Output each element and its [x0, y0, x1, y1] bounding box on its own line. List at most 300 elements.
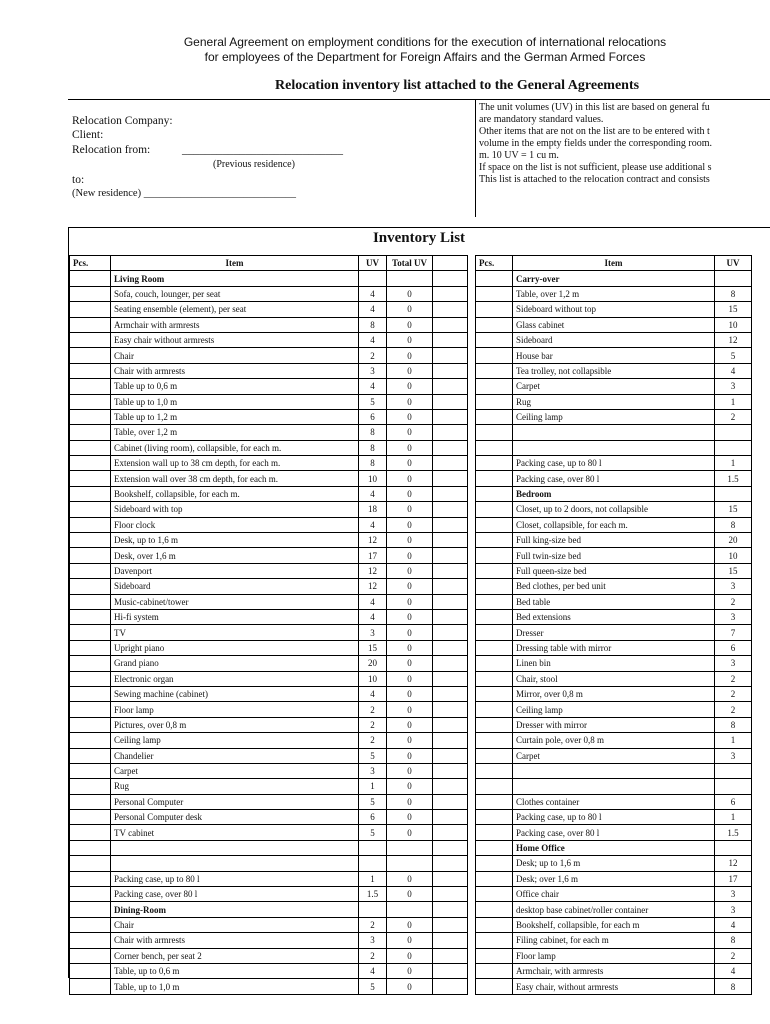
uv-cell: 3	[359, 625, 387, 640]
table-row	[70, 286, 468, 301]
note-line: Other items that are not on the list are to be entered with t	[479, 126, 710, 137]
header-column-divider	[475, 99, 476, 217]
gap-cell	[433, 625, 468, 640]
gap-cell	[433, 394, 468, 409]
pcs-input[interactable]	[476, 302, 513, 317]
uv-cell: 2	[715, 686, 752, 701]
gap-cell	[433, 379, 468, 394]
inventory-table-right	[475, 255, 752, 995]
item-cell: Extension wall up to 38 cm depth, for each m.	[111, 456, 359, 471]
table-row	[476, 363, 752, 378]
pcs-input[interactable]	[70, 887, 111, 902]
table-row	[476, 394, 752, 409]
item-cell: Bookshelf, collapsible, for each m	[513, 917, 715, 932]
pcs-input[interactable]	[476, 856, 513, 871]
item-cell: Personal Computer	[111, 794, 359, 809]
total-uv-cell: 0	[387, 748, 433, 763]
uv-cell: 10	[359, 671, 387, 686]
total-uv-cell: 0	[387, 394, 433, 409]
table-row	[476, 810, 752, 825]
pcs-input[interactable]	[476, 348, 513, 363]
uv-cell: 4	[715, 363, 752, 378]
table-row	[476, 409, 752, 424]
total-uv-cell: 0	[387, 933, 433, 948]
pcs-input[interactable]	[70, 440, 111, 455]
pcs-input[interactable]	[476, 594, 513, 609]
pcs-input[interactable]	[476, 363, 513, 378]
table-row	[476, 825, 752, 840]
table-row	[476, 317, 752, 332]
pcs-input[interactable]	[70, 502, 111, 517]
table-row	[70, 840, 468, 855]
table-row	[476, 594, 752, 609]
total-uv-cell: 0	[387, 733, 433, 748]
item-cell: Filing cabinet, for each m	[513, 933, 715, 948]
item-cell: Music-cabinet/tower	[111, 594, 359, 609]
pcs-input[interactable]	[476, 394, 513, 409]
total-uv-cell: 0	[387, 286, 433, 301]
pcs-input[interactable]	[70, 394, 111, 409]
pcs-input[interactable]	[70, 625, 111, 640]
pcs-input[interactable]	[476, 825, 513, 840]
pcs-input[interactable]	[70, 286, 111, 301]
pcs-input[interactable]	[476, 517, 513, 532]
new-residence-field: (New residence) _____________________________	[72, 188, 296, 199]
total-uv-cell: 0	[387, 609, 433, 624]
pcs-input[interactable]	[70, 733, 111, 748]
pcs-input[interactable]	[70, 579, 111, 594]
table-row	[476, 840, 752, 855]
item-cell: Dressing table with mirror	[513, 640, 715, 655]
pcs-input[interactable]	[70, 871, 111, 886]
uv-cell: 20	[715, 533, 752, 548]
pcs-input[interactable]	[70, 671, 111, 686]
item-cell: Bookshelf, collapsible, for each m.	[111, 486, 359, 501]
table-row	[476, 794, 752, 809]
uv-cell: 4	[359, 963, 387, 978]
pcs-input[interactable]	[476, 887, 513, 902]
uv-cell: 3	[359, 763, 387, 778]
uv-cell: 5	[359, 394, 387, 409]
pcs-input[interactable]	[70, 763, 111, 778]
total-uv-cell: 0	[387, 440, 433, 455]
pcs-input[interactable]	[70, 533, 111, 548]
pcs-input[interactable]	[476, 686, 513, 701]
pcs-input[interactable]	[476, 810, 513, 825]
table-row	[476, 933, 752, 948]
table-row	[476, 563, 752, 578]
uv-cell: 2	[715, 702, 752, 717]
item-cell: Clothes container	[513, 794, 715, 809]
gap-cell	[433, 779, 468, 794]
pcs-input[interactable]	[476, 748, 513, 763]
item-cell: Dining-Room	[111, 902, 359, 917]
table-row	[476, 332, 752, 347]
gap-cell	[433, 794, 468, 809]
table-row	[476, 979, 752, 994]
total-uv-cell: 0	[387, 517, 433, 532]
uv-cell: 5	[359, 748, 387, 763]
pcs-input[interactable]	[476, 456, 513, 471]
pcs-input[interactable]	[70, 609, 111, 624]
total-uv-cell: 0	[387, 887, 433, 902]
table-row	[476, 748, 752, 763]
table-row	[70, 825, 468, 840]
pcs-input[interactable]	[476, 733, 513, 748]
pcs-input[interactable]	[476, 794, 513, 809]
item-cell	[513, 440, 715, 455]
item-cell: Tea trolley, not collapsible	[513, 363, 715, 378]
total-uv-cell: 0	[387, 917, 433, 932]
pcs-input[interactable]	[70, 363, 111, 378]
uv-cell: 5	[359, 794, 387, 809]
uv-cell: 8	[359, 425, 387, 440]
pcs-input[interactable]	[476, 963, 513, 978]
item-cell: Chair with armrests	[111, 933, 359, 948]
table-row	[476, 763, 752, 778]
pcs-input[interactable]	[476, 379, 513, 394]
uv-cell: 8	[359, 317, 387, 332]
pcs-input[interactable]	[476, 656, 513, 671]
table-row	[476, 871, 752, 886]
pcs-input[interactable]	[476, 579, 513, 594]
uv-cell: 3	[715, 748, 752, 763]
item-cell	[513, 779, 715, 794]
uv-cell: 12	[359, 533, 387, 548]
total-uv-cell: 0	[387, 425, 433, 440]
pcs-input[interactable]	[476, 440, 513, 455]
total-uv-cell	[387, 271, 433, 286]
uv-cell: 15	[715, 302, 752, 317]
total-uv-cell: 0	[387, 625, 433, 640]
uv-cell	[715, 440, 752, 455]
item-cell: Carry-over	[513, 271, 715, 286]
gap-cell	[433, 563, 468, 578]
gap-cell	[433, 486, 468, 501]
pcs-input[interactable]	[476, 548, 513, 563]
pcs-input[interactable]	[476, 671, 513, 686]
total-uv-cell: 0	[387, 486, 433, 501]
table-row	[70, 471, 468, 486]
item-cell: Grand piano	[111, 656, 359, 671]
uv-cell: 2	[715, 594, 752, 609]
total-uv-cell: 0	[387, 317, 433, 332]
uv-cell: 4	[359, 609, 387, 624]
table-row	[70, 794, 468, 809]
pcs-input[interactable]	[70, 594, 111, 609]
item-cell: Packing case, up to 80 l	[513, 810, 715, 825]
item-cell: Rug	[513, 394, 715, 409]
gap-cell	[433, 348, 468, 363]
table-row	[70, 686, 468, 701]
table-row	[70, 948, 468, 963]
uv-cell: 3	[715, 902, 752, 917]
item-cell: Office chair	[513, 887, 715, 902]
relocation-from-field: ____________________________	[182, 144, 343, 156]
header-gap	[433, 256, 468, 271]
gap-cell	[433, 317, 468, 332]
pcs-input[interactable]	[70, 825, 111, 840]
pcs-input[interactable]	[476, 533, 513, 548]
table-row	[70, 486, 468, 501]
pcs-input[interactable]	[70, 517, 111, 532]
pcs-input[interactable]	[70, 640, 111, 655]
gap-cell	[433, 963, 468, 978]
table-row	[476, 302, 752, 317]
pcs-input[interactable]	[476, 609, 513, 624]
pcs-input[interactable]	[70, 917, 111, 932]
pcs-input[interactable]	[70, 810, 111, 825]
pcs-input[interactable]	[70, 332, 111, 347]
item-cell: Sofa, couch, lounger, per seat	[111, 286, 359, 301]
total-uv-cell: 0	[387, 656, 433, 671]
item-cell: Cabinet (living room), collapsible, for each m.	[111, 440, 359, 455]
pcs-input[interactable]	[476, 840, 513, 855]
total-uv-cell: 0	[387, 563, 433, 578]
pcs-input[interactable]	[70, 563, 111, 578]
pcs-input[interactable]	[476, 471, 513, 486]
pcs-input[interactable]	[476, 779, 513, 794]
table-row	[476, 440, 752, 455]
pcs-input[interactable]	[70, 779, 111, 794]
uv-cell: 4	[359, 302, 387, 317]
total-uv-cell: 0	[387, 348, 433, 363]
table-row	[476, 517, 752, 532]
gap-cell	[433, 763, 468, 778]
gap-cell	[433, 887, 468, 902]
total-uv-cell: 0	[387, 332, 433, 347]
pcs-input[interactable]	[476, 625, 513, 640]
item-cell: Full twin-size bed	[513, 548, 715, 563]
item-cell: Packing case, over 80 l	[111, 887, 359, 902]
pcs-input[interactable]	[476, 702, 513, 717]
pcs-input[interactable]	[70, 271, 111, 286]
gap-cell	[433, 533, 468, 548]
table-row	[70, 933, 468, 948]
pcs-input[interactable]	[70, 748, 111, 763]
gap-cell	[433, 902, 468, 917]
gap-cell	[433, 933, 468, 948]
table-row	[70, 902, 468, 917]
uv-cell: 10	[359, 471, 387, 486]
item-cell: Chair	[111, 348, 359, 363]
pcs-input[interactable]	[70, 656, 111, 671]
table-row	[70, 963, 468, 978]
note-line: This list is attached to the relocation contract and consists	[479, 174, 710, 185]
total-uv-cell: 0	[387, 548, 433, 563]
gap-cell	[433, 702, 468, 717]
pcs-input[interactable]	[70, 933, 111, 948]
table-row	[476, 486, 752, 501]
gap-cell	[433, 425, 468, 440]
total-uv-cell: 0	[387, 779, 433, 794]
table-row	[476, 640, 752, 655]
pcs-input[interactable]	[476, 502, 513, 517]
pcs-input[interactable]	[476, 948, 513, 963]
gap-cell	[433, 409, 468, 424]
header-pcs: Pcs.	[70, 256, 111, 271]
uv-cell: 4	[359, 686, 387, 701]
pcs-input[interactable]	[70, 794, 111, 809]
item-cell: Sideboard with top	[111, 502, 359, 517]
item-cell: Table, up to 1,0 m	[111, 979, 359, 994]
item-cell: Floor clock	[111, 517, 359, 532]
total-uv-cell	[387, 840, 433, 855]
pcs-input[interactable]	[70, 840, 111, 855]
pcs-input[interactable]	[70, 717, 111, 732]
table-row	[70, 579, 468, 594]
pcs-input[interactable]	[476, 717, 513, 732]
pcs-input[interactable]	[70, 425, 111, 440]
item-cell: Carpet	[513, 379, 715, 394]
uv-cell	[715, 840, 752, 855]
item-cell: Carpet	[111, 763, 359, 778]
table-row	[476, 656, 752, 671]
uv-cell: 15	[359, 640, 387, 655]
total-uv-cell: 0	[387, 456, 433, 471]
table-row	[70, 317, 468, 332]
pcs-input[interactable]	[476, 763, 513, 778]
pcs-input[interactable]	[476, 425, 513, 440]
item-cell: Sideboard	[513, 332, 715, 347]
pcs-input[interactable]	[70, 902, 111, 917]
pcs-input[interactable]	[70, 471, 111, 486]
uv-cell: 2	[359, 733, 387, 748]
table-row	[476, 779, 752, 794]
uv-cell: 12	[715, 856, 752, 871]
note-line: m. 10 UV = 1 cu m.	[479, 150, 559, 161]
uv-cell: 1	[359, 779, 387, 794]
item-cell: Packing case, up to 80 l	[513, 456, 715, 471]
table-row	[476, 271, 752, 286]
pcs-input[interactable]	[476, 332, 513, 347]
pcs-input[interactable]	[70, 702, 111, 717]
table-row	[70, 363, 468, 378]
pcs-input[interactable]	[70, 379, 111, 394]
item-cell: Home Office	[513, 840, 715, 855]
uv-cell	[359, 856, 387, 871]
gap-cell	[433, 286, 468, 301]
header-pcs: Pcs.	[476, 256, 513, 271]
uv-cell: 5	[359, 825, 387, 840]
pcs-input[interactable]	[70, 456, 111, 471]
gap-cell	[433, 825, 468, 840]
pcs-input[interactable]	[476, 933, 513, 948]
pcs-input[interactable]	[70, 348, 111, 363]
item-cell: Closet, collapsible, for each m.	[513, 517, 715, 532]
uv-cell: 3	[715, 887, 752, 902]
pcs-input[interactable]	[70, 686, 111, 701]
table-row	[70, 517, 468, 532]
uv-cell: 4	[359, 486, 387, 501]
table-row	[70, 671, 468, 686]
pcs-input[interactable]	[476, 917, 513, 932]
total-uv-cell: 0	[387, 686, 433, 701]
uv-cell: 3	[715, 379, 752, 394]
table-row	[70, 456, 468, 471]
uv-cell	[715, 486, 752, 501]
uv-cell	[359, 840, 387, 855]
to-label: to:	[72, 174, 85, 186]
uv-cell: 3	[359, 933, 387, 948]
pcs-input[interactable]	[476, 640, 513, 655]
uv-cell: 8	[715, 717, 752, 732]
pcs-input[interactable]	[70, 856, 111, 871]
item-cell: Personal Computer desk	[111, 810, 359, 825]
table-row	[476, 686, 752, 701]
total-uv-cell: 0	[387, 640, 433, 655]
pcs-input[interactable]	[70, 948, 111, 963]
uv-cell: 15	[715, 563, 752, 578]
pcs-input[interactable]	[476, 271, 513, 286]
table-row	[476, 348, 752, 363]
uv-cell: 12	[715, 332, 752, 347]
uv-cell: 4	[359, 332, 387, 347]
pcs-input[interactable]	[476, 409, 513, 424]
pcs-input[interactable]	[70, 963, 111, 978]
uv-cell: 3	[715, 579, 752, 594]
pcs-input[interactable]	[70, 548, 111, 563]
item-cell: Pictures, over 0,8 m	[111, 717, 359, 732]
table-row	[476, 856, 752, 871]
total-uv-cell: 0	[387, 948, 433, 963]
item-cell: Desk; over 1,6 m	[513, 871, 715, 886]
pcs-input[interactable]	[476, 979, 513, 994]
uv-cell: 1	[715, 733, 752, 748]
total-uv-cell: 0	[387, 671, 433, 686]
table-row	[476, 579, 752, 594]
table-row	[476, 948, 752, 963]
total-uv-cell: 0	[387, 579, 433, 594]
item-cell	[111, 840, 359, 855]
total-uv-cell: 0	[387, 717, 433, 732]
item-cell: Table up to 0,6 m	[111, 379, 359, 394]
uv-cell	[715, 779, 752, 794]
table-header-row	[70, 256, 468, 271]
pcs-input[interactable]	[476, 871, 513, 886]
item-cell: Full queen-size bed	[513, 563, 715, 578]
pcs-input[interactable]	[70, 317, 111, 332]
uv-cell	[715, 271, 752, 286]
item-cell: Carpet	[513, 748, 715, 763]
uv-cell: 1	[715, 810, 752, 825]
item-cell: Electronic organ	[111, 671, 359, 686]
item-cell: Easy chair without armrests	[111, 332, 359, 347]
item-cell: Sideboard without top	[513, 302, 715, 317]
table-row	[476, 902, 752, 917]
pcs-input[interactable]	[70, 409, 111, 424]
table-row	[70, 887, 468, 902]
pcs-input[interactable]	[476, 286, 513, 301]
uv-cell: 20	[359, 656, 387, 671]
total-uv-cell: 0	[387, 810, 433, 825]
pcs-input[interactable]	[70, 302, 111, 317]
table-row	[70, 717, 468, 732]
pcs-input[interactable]	[476, 317, 513, 332]
gap-cell	[433, 471, 468, 486]
table-row	[70, 332, 468, 347]
pcs-input[interactable]	[70, 979, 111, 994]
pcs-input[interactable]	[476, 486, 513, 501]
uv-cell: 12	[359, 579, 387, 594]
table-row	[476, 471, 752, 486]
note-line: The unit volumes (UV) in this list are based on general fu	[479, 102, 710, 113]
table-row	[70, 656, 468, 671]
pcs-input[interactable]	[476, 563, 513, 578]
pcs-input[interactable]	[70, 486, 111, 501]
table-row	[70, 748, 468, 763]
pcs-input[interactable]	[476, 902, 513, 917]
